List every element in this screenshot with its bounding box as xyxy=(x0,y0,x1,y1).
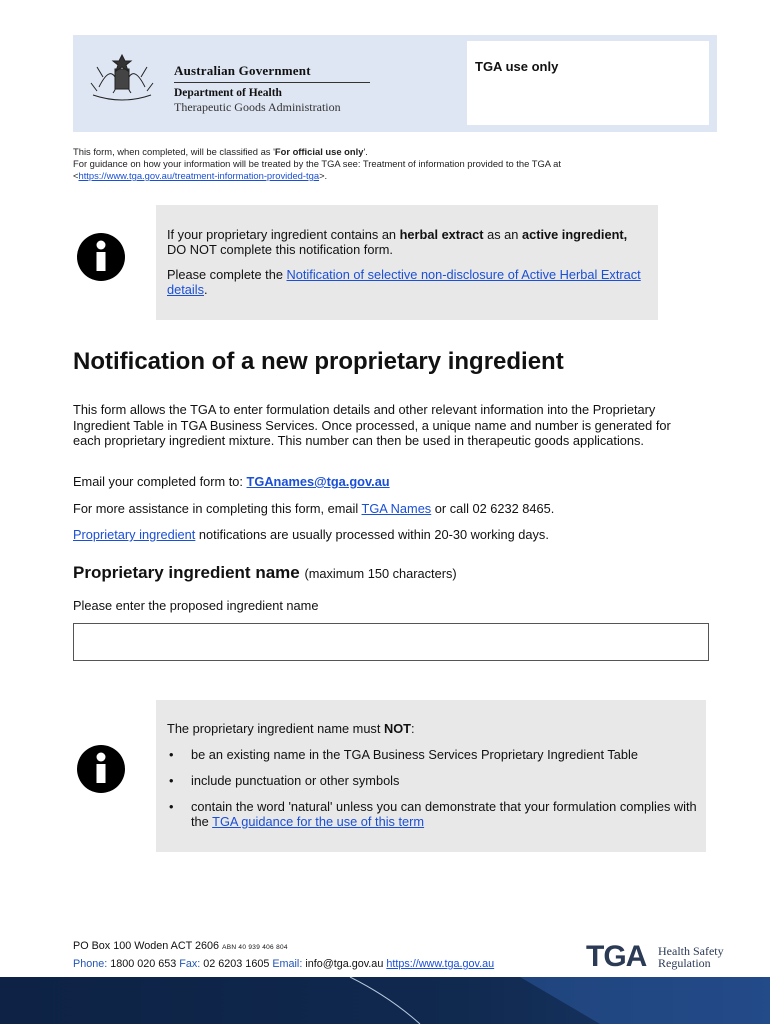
footer-contact xyxy=(73,938,494,972)
rule-text: include punctuation or other symbols xyxy=(191,773,400,788)
tga-logo xyxy=(586,940,724,974)
ingredient-name-input[interactable] xyxy=(73,623,709,661)
footer-email: info@tga.gov.au xyxy=(302,958,387,970)
tga-website-link[interactable]: https://www.tga.gov.au xyxy=(386,958,495,970)
notice-text: . xyxy=(204,282,208,297)
dept-name: Department of Health xyxy=(174,87,282,99)
section-heading-sub: (maximum 150 characters) xyxy=(304,566,457,581)
notice-paragraph xyxy=(167,267,647,297)
footer-abn: ABN 40 939 406 804 xyxy=(222,944,288,951)
classification-notice xyxy=(73,146,673,182)
section-heading-text: Proprietary ingredient name xyxy=(73,563,300,582)
notice-text: If your proprietary ingredient contains an xyxy=(167,227,400,242)
agency-name: Therapeutic Goods Administration xyxy=(174,100,341,114)
assistance-paragraph xyxy=(73,501,673,517)
info-icon xyxy=(75,231,127,283)
footer-banner xyxy=(0,977,770,1024)
tga-use-only-field[interactable] xyxy=(467,41,709,125)
natural-guidance-link[interactable]: TGA guidance for the use of this term xyxy=(212,814,425,829)
info-icon xyxy=(75,743,127,795)
email-paragraph xyxy=(73,474,673,490)
tga-use-only-label: TGA use only xyxy=(475,59,559,74)
gov-rule xyxy=(174,82,370,83)
herbal-extract-link[interactable]: Notification of selective non-disclosure of Active Herbal Extract details xyxy=(167,267,641,297)
list-item xyxy=(167,799,697,829)
treatment-info-link[interactable]: https://www.tga.gov.au/treatment-information-provided-tga xyxy=(78,170,320,181)
notice-text: The proprietary ingredient name must xyxy=(167,721,384,736)
herbal-extract-notice xyxy=(156,205,658,320)
classif-guidance: For guidance on how your information will be treated by the TGA see: Treatment of information provided to the TGA at xyxy=(73,158,561,169)
body-text: or call 02 6232 8465. xyxy=(431,501,555,516)
processing-paragraph xyxy=(73,527,673,543)
classif-text: >. xyxy=(319,170,328,181)
classif-text: < xyxy=(73,170,79,181)
classif-text: This form, when completed, will be classified as ' xyxy=(73,146,275,157)
tga-logo-text: TGA xyxy=(586,940,647,973)
notice-bold: herbal extract xyxy=(399,227,484,242)
footer-address: PO Box 100 Woden ACT 2606 xyxy=(73,940,223,952)
phone-number: 1800 020 653 xyxy=(107,958,180,970)
notice-text: DO NOT complete this notification form. xyxy=(167,242,393,257)
tga-names-link[interactable]: TGA Names xyxy=(361,501,432,516)
page-title: Notification of a new proprietary ingredient xyxy=(73,348,564,375)
fax-label: Fax: xyxy=(179,958,201,970)
tganames-email-link[interactable]: TGAnames@tga.gov.au xyxy=(246,474,390,489)
list-item xyxy=(167,747,697,762)
gov-title: Australian Government xyxy=(174,63,311,78)
notice-text: : xyxy=(410,721,415,736)
list-item xyxy=(167,773,697,788)
body-text: Email your completed form to: xyxy=(73,474,247,489)
phone-label: Phone: xyxy=(73,958,108,970)
tagline-line: Regulation xyxy=(658,956,711,970)
body-text: notifications are usually processed within 20-30 working days. xyxy=(195,527,549,542)
name-rules-notice xyxy=(156,700,706,852)
rule-text: contain the word 'natural' unless you can demonstrate that your formulation complies with the xyxy=(191,799,697,829)
notice-paragraph xyxy=(167,227,647,257)
fax-number: 02 6203 1605 xyxy=(200,958,273,970)
section-heading xyxy=(73,563,457,583)
intro-paragraph: This form allows the TGA to enter formulation details and other relevant information into the Proprietary Ingredient Table in TGA Business Services. Once processed, a unique name and number is generated for each proprietary ingredient mixture. This number can then be used in therapeutic goods applications. xyxy=(73,402,671,448)
proprietary-ingredient-link[interactable]: Proprietary ingredient xyxy=(73,527,196,542)
notice-bold: NOT xyxy=(383,721,411,736)
bullet: • xyxy=(169,773,174,788)
tagline-line: Health Safety xyxy=(658,944,724,958)
bullet: • xyxy=(169,747,174,762)
name-instruction: Please enter the proposed ingredient name xyxy=(73,598,319,613)
government-brand xyxy=(174,63,370,115)
notice-text: Please complete the xyxy=(167,267,287,282)
body-text: For more assistance in completing this form, email xyxy=(73,501,362,516)
rules-intro xyxy=(167,721,697,736)
header-band xyxy=(73,35,717,132)
email-label: Email: xyxy=(272,958,303,970)
bullet: • xyxy=(169,799,174,814)
rules-list xyxy=(167,747,697,829)
coat-of-arms-icon xyxy=(89,47,155,105)
rule-text: be an existing name in the TGA Business Services Proprietary Ingredient Table xyxy=(191,747,638,762)
tga-logo-tagline xyxy=(658,945,738,969)
notice-bold: active ingredient, xyxy=(521,227,628,242)
classif-bold: For official use only xyxy=(274,146,364,157)
notice-text: as an xyxy=(483,227,522,242)
classif-text: '. xyxy=(363,146,368,157)
